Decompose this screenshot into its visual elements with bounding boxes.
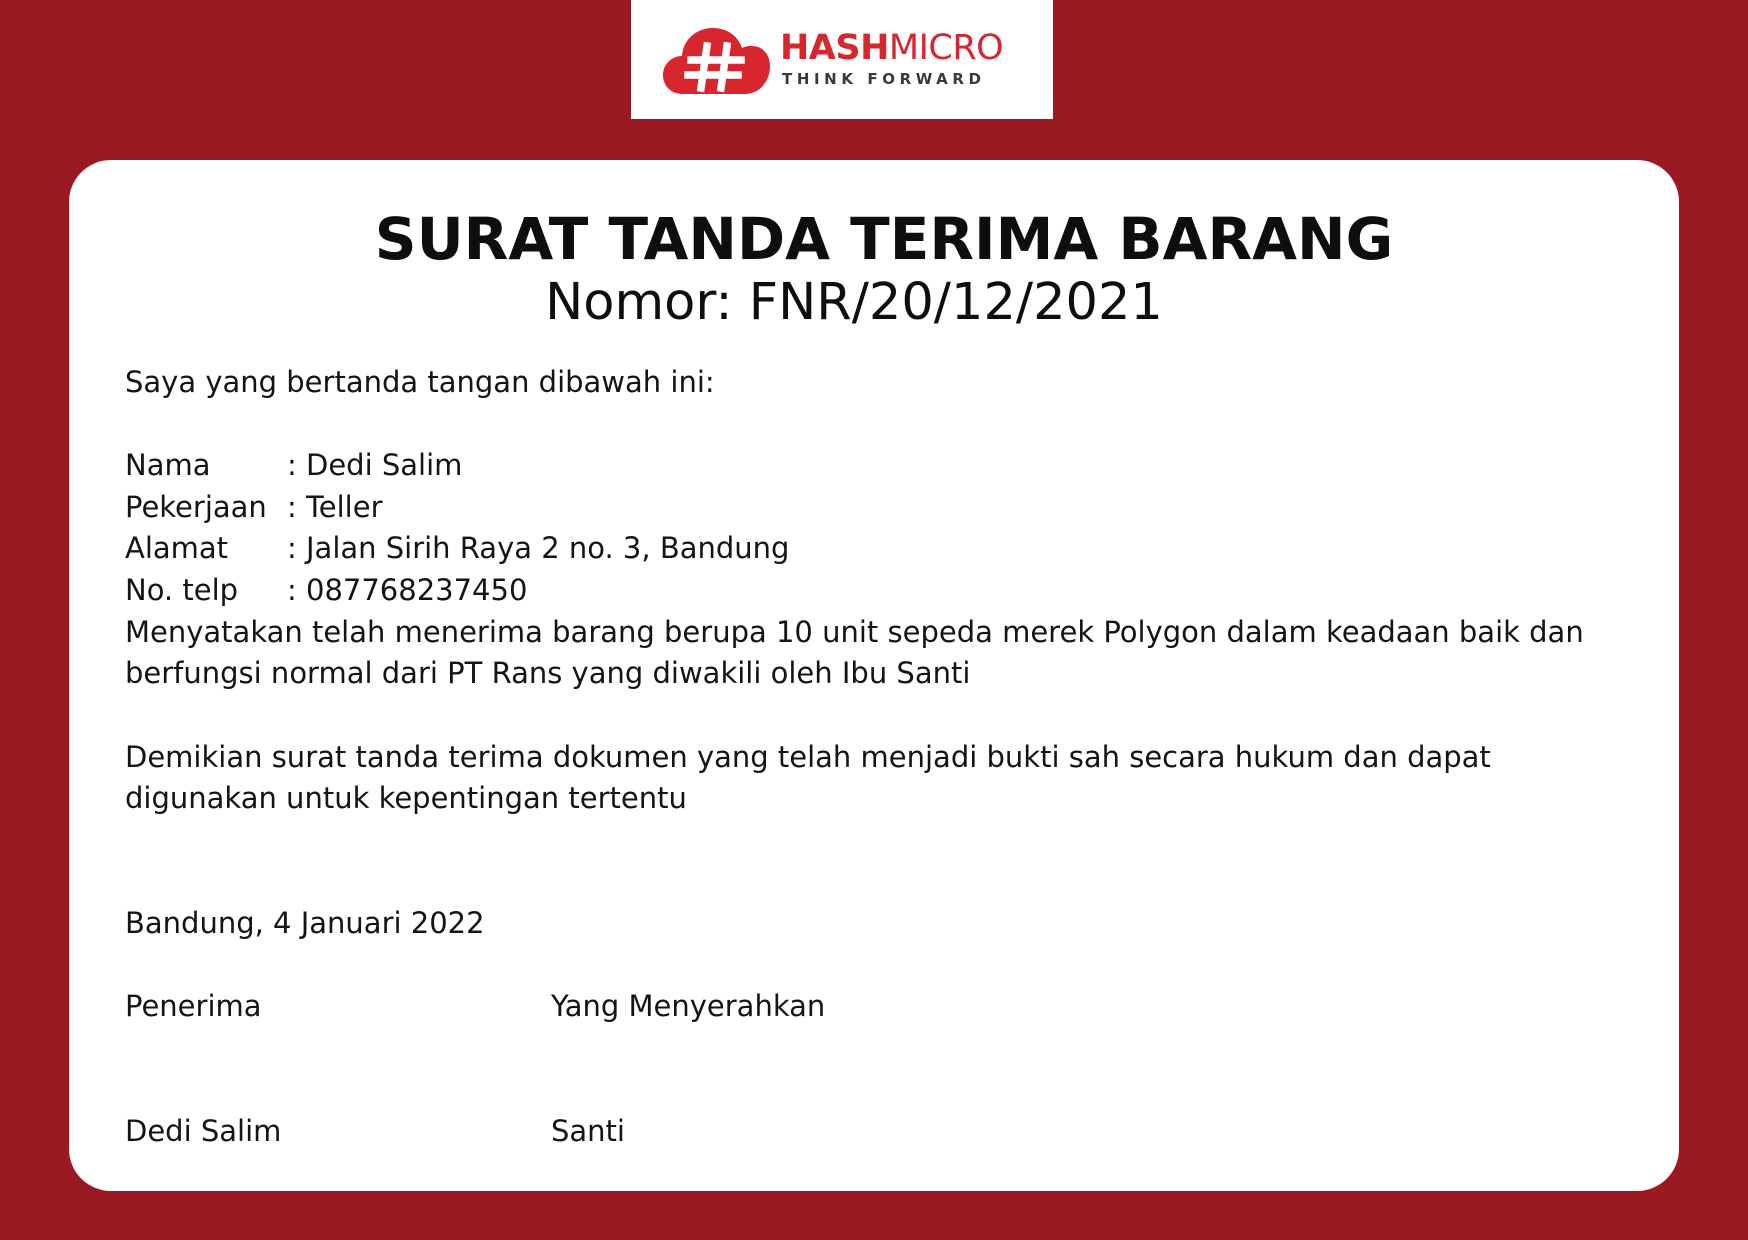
closing-text: Demikian surat tanda terima dokumen yang telah menjadi bukti sah secara hukum dan dapat digunakan untuk kepentingan tertentu bbox=[125, 740, 1491, 815]
receiver-name: Dedi Salim bbox=[125, 1114, 282, 1148]
brand-name-bold: HASH bbox=[780, 28, 889, 68]
document-title: SURAT TANDA TERIMA BARANG bbox=[374, 205, 1394, 273]
logo-box bbox=[631, 0, 1053, 119]
place-date: Bandung, 4 Januari 2022 bbox=[125, 906, 485, 940]
giver-role: Yang Menyerahkan bbox=[551, 989, 826, 1023]
document-number: Nomor: FNR/20/12/2021 bbox=[545, 273, 1163, 332]
identity-fields bbox=[125, 445, 789, 611]
field-value: : Teller bbox=[287, 489, 383, 524]
intro-text: Saya yang bertanda tangan dibawah ini: bbox=[125, 365, 715, 399]
cloud-hash-icon bbox=[661, 22, 771, 100]
statement-text: Menyatakan telah menerima barang berupa 10 unit sepeda merek Polygon dalam keadaan baik dan berfungsi normal dari PT Rans yang diwakili oleh Ibu Santi bbox=[125, 615, 1584, 690]
brand-tagline: THINK FORWARD bbox=[782, 70, 986, 88]
giver-name: Santi bbox=[551, 1114, 625, 1148]
field-row-nama bbox=[125, 445, 789, 487]
brand-name bbox=[780, 28, 1003, 68]
field-value: : Dedi Salim bbox=[287, 448, 463, 482]
field-row-alamat bbox=[125, 528, 789, 570]
field-label: Pekerjaan bbox=[125, 489, 267, 524]
field-value: : 087768237450 bbox=[287, 572, 528, 607]
field-row-pekerjaan bbox=[125, 487, 789, 529]
field-value: : Jalan Sirih Raya 2 no. 3, Bandung bbox=[287, 531, 790, 565]
brand-name-regular: MICRO bbox=[888, 28, 1004, 68]
field-label: Nama bbox=[125, 448, 211, 482]
document-card bbox=[69, 160, 1679, 1191]
field-row-no-telp bbox=[125, 570, 789, 612]
field-label: Alamat bbox=[125, 531, 229, 565]
receiver-role: Penerima bbox=[125, 989, 262, 1023]
field-label: No. telp bbox=[125, 572, 239, 607]
